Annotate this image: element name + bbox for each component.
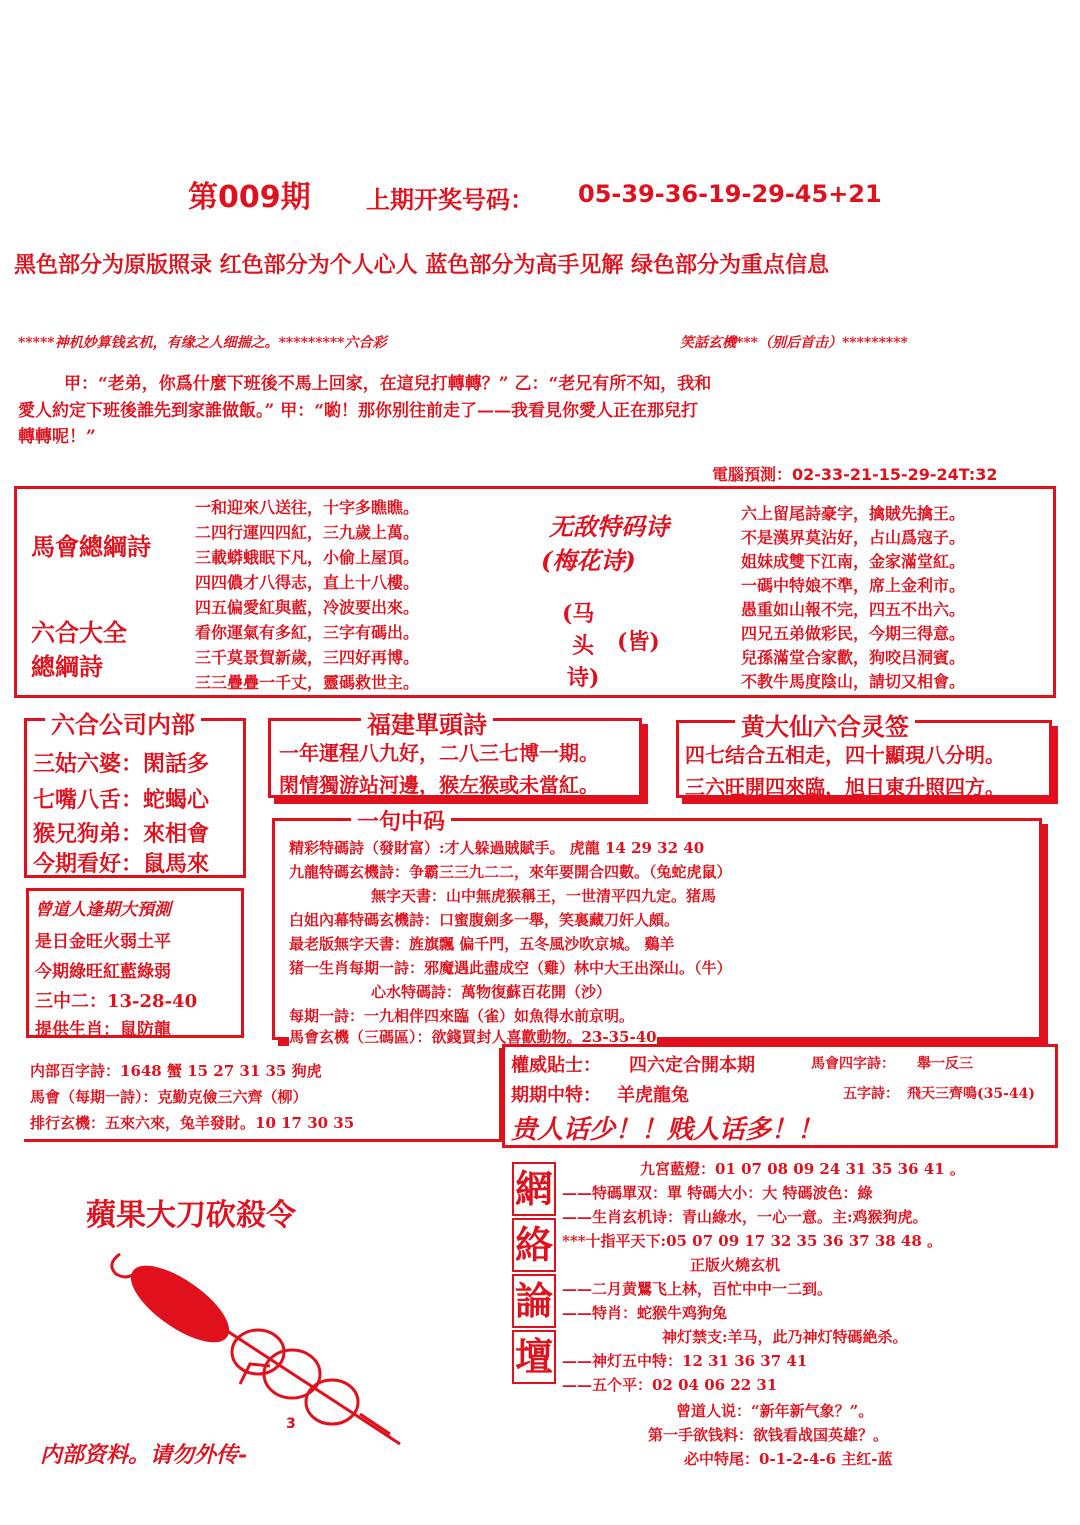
poem-right-line: 六上留尾詩豪字，擒賊先擒王。	[741, 504, 966, 523]
poem-left-line: 三三疊疊一千丈，靈碼救世主。	[195, 673, 420, 692]
daoren-line: 是日金旺火弱土平	[35, 932, 171, 952]
company-line: 三姑六婆：閑話多	[33, 751, 210, 777]
forum-title-char: 論	[512, 1274, 556, 1328]
sentence-line: 每期一詩：一九相伴四來臨（雀）如魚得水前京明。	[289, 1007, 635, 1025]
forum-line: 九宮藍燈：01 07 08 09 24 31 35 36 41 。	[640, 1160, 965, 1178]
special-value: 羊虎龍兔	[617, 1085, 689, 1106]
forum-line: ——特碼單双：單 特碼大小：大 特碼波色：綠	[562, 1184, 873, 1202]
poem-right-line: 愚重如山報不完，四五不出六。	[741, 600, 966, 619]
special-label: 期期中特：	[511, 1085, 601, 1106]
forum-line: ——特肖：蛇猴牛鸡狗兔	[562, 1304, 728, 1322]
inner-box	[24, 1048, 502, 1142]
inner-line: 排行玄機：五來六來，兔羊發財。10 17 30 35	[30, 1114, 355, 1132]
daoren-line: 今期綠旺紅藍綠弱	[35, 962, 171, 982]
poem-title-outline: 總綱詩	[31, 652, 103, 681]
forum-line: ***十指平天下:05 07 09 17 32 35 36 37 38 48 。	[562, 1232, 943, 1250]
poem-title-liuhe: 六合大全	[31, 618, 127, 647]
sword-tip	[360, 1414, 390, 1434]
forum-line: 神灯禁支:羊马，此乃神灯特碼絶杀。	[662, 1328, 908, 1346]
authority-box	[502, 1044, 1058, 1148]
forum-line: ——五个平：02 04 06 22 31	[562, 1376, 778, 1394]
wong-line: 四七结合五相走，四十顯現八分明。	[685, 743, 1005, 767]
company-line: 猴兄狗弟：來相會	[33, 821, 210, 847]
poem-right-line: 不教牛馬度陰山，請切又相會。	[741, 672, 966, 691]
forum-title	[512, 1162, 556, 1384]
daoren-box	[26, 888, 244, 1038]
five-char-value: 飛天三齊鳴(35-44)	[907, 1086, 1036, 1102]
fujian-line: 閑情獨游站河邊，猴左猴或未當紅。	[279, 773, 599, 797]
sentence-line: 白姐內幕特碼玄機詩：口蜜腹劍多一舉，笑裏藏刀奸人頗。	[289, 911, 680, 929]
poem-mid-subtitle: (梅花诗)	[541, 546, 636, 575]
poem-mid-title: 无敌特码诗	[549, 512, 669, 541]
slogan: 贵人话少！！贱人话多！！	[511, 1115, 824, 1145]
poem-right-line: 姐妹成雙下江南，金家滿堂紅。	[741, 552, 966, 571]
company-line: 七嘴八舌：蛇蝎心	[33, 787, 210, 813]
poem-title-horse: 馬會總綱詩	[31, 532, 151, 561]
forum-line: ——生肖玄机诗：青山綠水，一心一意。主:鸡猴狗虎。	[562, 1208, 928, 1226]
sword-illustration	[100, 1234, 420, 1454]
wong-box	[676, 712, 1052, 799]
company-line: 今期看好：鼠馬來	[33, 851, 210, 877]
wong-line: 三六旺開四來臨，旭日東升照四方。	[685, 775, 1005, 799]
sentence-box	[272, 809, 1042, 1046]
four-char-value: 舉一反三	[917, 1056, 973, 1072]
forum-line: 必中特尾：0-1-2-4-6 主红-蓝	[684, 1450, 893, 1468]
forum-line: ——二月黄鸎飞上林，百忙中中一二到。	[562, 1280, 833, 1298]
company-box	[24, 710, 246, 878]
sentence-line: 精彩特碼詩（發財富）:才人躲過賊賦手。 虎龍 14 29 32 40	[289, 839, 705, 857]
poem-right-line: 四兄五弟做彩民，今期三得意。	[741, 624, 966, 643]
riddle-line: 轉轉呢！”	[18, 427, 96, 447]
forum-line: 曾道人说：“新年新气象？”。	[676, 1402, 874, 1420]
riddle-heading-right: 笑話玄機***（别后首击）*********	[680, 335, 908, 351]
company-box-title: 六合公司内部	[45, 705, 201, 740]
daoren-line: 三中二：13-28-40	[35, 991, 198, 1012]
tip-label: 權威貼士：	[511, 1055, 601, 1076]
apple-footer: 内部资料。请勿外传-	[40, 1442, 248, 1468]
sentence-box-title: 一句中码	[351, 805, 451, 836]
sentence-line: 九龍特碼玄機詩：争霸三三九二二，來年要開合四數。（兔蛇虎鼠）	[289, 863, 732, 881]
tv-forecast: 電腦預測：02-33-21-15-29-24T:32	[712, 465, 998, 484]
sentence-line: 心水特碼詩：萬物復蘇百花開（沙）	[371, 983, 612, 1001]
last-draw-numbers: 05-39-36-19-29-45+21	[578, 180, 882, 208]
sword-ring	[306, 1380, 358, 1424]
color-legend: 黑色部分为原版照录 红色部分为个人心人 蓝色部分为高手见解 绿色部分为重点信息	[14, 253, 829, 278]
issue-number: 第009期	[188, 180, 311, 215]
poem-left-line: 二四行運四四紅，三九歲上萬。	[195, 523, 420, 542]
forum-line: 正版火燒玄机	[690, 1256, 781, 1274]
wong-box-title: 黄大仙六合灵签	[735, 707, 915, 742]
last-draw-label: 上期开奖号码：	[366, 186, 534, 214]
poem-left-line: 看你運氣有多紅，三字有碼出。	[195, 623, 420, 642]
forum-line: ——神灯五中特：12 31 36 37 41	[562, 1352, 808, 1370]
fujian-box-title: 福建單頭詩	[361, 705, 493, 740]
five-char-label: 五字詩：	[843, 1086, 899, 1102]
poem-left-line: 三載蟒蛾眠下凡，小偷上屋頂。	[195, 548, 420, 567]
poem-box	[14, 486, 1056, 698]
poem-right-line: 一碼中特娘不準，席上金利市。	[741, 576, 966, 595]
poem-left-line: 四五偏愛紅與藍，冷波要出來。	[195, 598, 420, 617]
page-mark: 3	[286, 1416, 296, 1432]
sword-blade-fill	[122, 1254, 239, 1354]
sentence-line: 猪一生肖每期一詩：邪魔遇此盡成空（雞）林中大王出深山。（牛）	[289, 959, 732, 977]
four-char-label: 馬會四字詩：	[811, 1056, 895, 1072]
poem-mid-note: 头	[572, 633, 595, 659]
fujian-line: 一年運程八九好，二八三七博一期。	[279, 741, 599, 765]
forum-title-char: 絡	[512, 1218, 556, 1272]
poem-mid-note: (马	[562, 601, 595, 627]
poem-right-line: 兒孫滿堂合家歡，狗咬吕洞賓。	[741, 648, 966, 667]
daoren-line: 提供生肖：鼠防龍	[35, 1020, 171, 1040]
riddle-line: 愛人約定下班後誰先到家誰做飯。” 甲：“喲！那你别往前走了——我看見你愛人正在那兒打	[18, 401, 698, 421]
apple-title: 蘋果大刀砍殺令	[86, 1198, 296, 1233]
tip-value: 四六定合開本期	[629, 1055, 755, 1076]
sentence-line: 無字天書：山中無虎猴稱王，一世清平四九定。猪馬	[371, 887, 717, 905]
fujian-box	[268, 710, 642, 798]
forum-title-char: 網	[512, 1162, 556, 1216]
forum-line: 第一手欲钱料：欲钱看战国英雄？。	[648, 1426, 889, 1444]
daoren-title: 曾道人逢期大預測	[35, 900, 171, 920]
poem-left-line: 一和迎來八送往，十字多瞧瞧。	[195, 498, 420, 517]
riddle-line: 甲：“老弟，你爲什麼下班後不馬上回家，在這兒打轉轉？” 乙：“老兄有所不知，我和	[64, 374, 712, 394]
inner-line: 馬會（每期一詩）：克勤克儉三六齊（柳）	[30, 1088, 308, 1106]
forum-title-char: 壇	[512, 1330, 556, 1384]
poem-mid-note: 诗)	[567, 665, 600, 691]
poem-right-line: 不是漢界莫沾好，占山爲寇子。	[741, 528, 966, 547]
riddle-heading-left: *****神机妙算钱玄机，有缘之人细揣之。*********六合彩	[18, 335, 387, 351]
inner-line: 内部百字詩：1648 蟹 15 27 31 35 狗虎	[30, 1062, 322, 1080]
sentence-line: 最老版無字天書：旌旗飄 偏千門，五冬風沙吹京城。 鷄羊	[289, 935, 675, 953]
poem-left-line: 三千莫景賀新歲，三四好再博。	[195, 648, 420, 667]
sentence-line: 馬會玄機（三碼區）：欲錢買封人喜歡動物。23-35-40	[289, 1028, 657, 1046]
poem-mid-note: (皆)	[617, 629, 660, 655]
poem-left-line: 四四儂才八得志，直上十八樓。	[195, 573, 420, 592]
